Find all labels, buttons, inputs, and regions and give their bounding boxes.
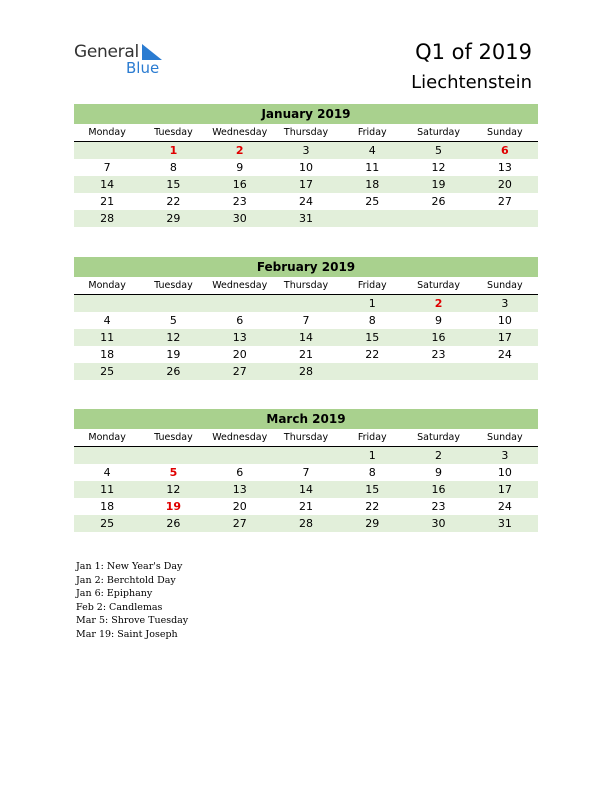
day-cell (207, 295, 273, 312)
page-subtitle: Liechtenstein (411, 72, 532, 93)
day-cell: 11 (100, 483, 115, 496)
day-cell: 10 (497, 314, 512, 327)
day-cell: 18 (100, 348, 115, 361)
weekday-label: Thursday (283, 280, 329, 291)
day-cell: 12 (166, 483, 181, 496)
weekday-label: Wednesday (212, 432, 268, 443)
weekday-label: Tuesday (154, 432, 193, 443)
day-cell: 9 (435, 466, 443, 479)
day-cell: 14 (298, 483, 313, 496)
holiday-item: Mar 19: Saint Joseph (76, 628, 178, 640)
month-title: February 2019 (74, 257, 538, 277)
day-cell: 28 (298, 365, 313, 378)
weekday-label: Friday (357, 432, 387, 443)
day-cell: 23 (431, 500, 446, 513)
day-cell: 28 (100, 212, 115, 225)
day-cell: 1 (368, 449, 376, 462)
day-cell (273, 295, 339, 312)
holiday-day-cell: 6 (501, 144, 509, 157)
weekday-label: Saturday (417, 432, 460, 443)
day-cell: 17 (497, 483, 512, 496)
day-cell: 20 (497, 178, 512, 191)
day-cell: 14 (298, 331, 313, 344)
day-cell: 11 (100, 331, 115, 344)
week-row (74, 142, 538, 159)
day-cell (74, 295, 140, 312)
day-cell (472, 210, 538, 227)
week-row (74, 464, 538, 481)
day-cell: 6 (236, 314, 244, 327)
day-cell: 16 (232, 178, 247, 191)
day-cell: 2 (435, 449, 443, 462)
day-cell: 9 (236, 161, 244, 174)
day-cell: 18 (365, 178, 380, 191)
day-cell (140, 295, 206, 312)
week-row (74, 210, 538, 227)
week-row (74, 295, 538, 312)
day-cell: 29 (365, 517, 380, 530)
day-cell: 21 (100, 195, 115, 208)
day-cell: 22 (166, 195, 181, 208)
day-cell: 10 (298, 161, 313, 174)
day-cell: 14 (100, 178, 115, 191)
day-cell: 22 (365, 500, 380, 513)
weekday-label: Monday (88, 432, 126, 443)
day-cell (140, 447, 206, 464)
holiday-item: Mar 5: Shrove Tuesday (76, 615, 189, 626)
holiday-item: Jan 2: Berchtold Day (76, 574, 176, 586)
day-cell: 21 (298, 348, 313, 361)
day-cell: 16 (431, 483, 446, 496)
day-cell (74, 447, 140, 464)
logo (74, 42, 184, 82)
day-cell: 8 (368, 466, 376, 479)
day-cell: 5 (169, 314, 177, 327)
day-cell: 25 (100, 517, 115, 530)
holiday-item: Jan 1: New Year's Day (76, 561, 183, 572)
week-row (74, 329, 538, 346)
holiday-day-cell: 1 (169, 144, 178, 157)
day-cell: 15 (166, 178, 181, 191)
week-row (74, 363, 538, 380)
week-row (74, 159, 538, 176)
holiday-item: Feb 2: Candlemas (76, 601, 163, 613)
day-cell: 13 (232, 483, 247, 496)
day-cell: 18 (100, 500, 115, 513)
weekday-header-row (74, 277, 538, 295)
day-cell (405, 363, 471, 380)
holiday-item: Jan 6: Epiphany (76, 588, 153, 599)
holiday-day-cell: 2 (434, 297, 443, 310)
month-calendar (74, 409, 538, 532)
weekday-label: Wednesday (212, 280, 268, 291)
page-title: Q1 of 2019 (415, 40, 532, 64)
day-cell (207, 447, 273, 464)
day-cell: 29 (166, 212, 181, 225)
weekday-header-row (74, 429, 538, 447)
day-cell: 6 (236, 466, 244, 479)
holiday-day-cell: 5 (169, 466, 178, 479)
day-cell: 12 (166, 331, 181, 344)
day-cell: 19 (166, 348, 181, 361)
day-cell: 26 (166, 365, 181, 378)
day-cell: 27 (232, 365, 247, 378)
week-row (74, 312, 538, 329)
day-cell (405, 210, 471, 227)
day-cell (339, 363, 405, 380)
weekday-label: Tuesday (154, 280, 193, 291)
day-cell (339, 210, 405, 227)
weekday-label: Sunday (487, 127, 523, 138)
day-cell: 31 (497, 517, 512, 530)
day-cell: 17 (298, 178, 313, 191)
week-row (74, 193, 538, 210)
day-cell: 23 (431, 348, 446, 361)
logo-triangle-icon (142, 44, 162, 60)
day-cell: 20 (232, 348, 247, 361)
week-row (74, 498, 538, 515)
week-row (74, 346, 538, 363)
weekday-label: Tuesday (154, 127, 193, 138)
holiday-day-cell: 19 (165, 500, 182, 513)
weekday-label: Thursday (283, 432, 329, 443)
weekday-label: Thursday (283, 127, 329, 138)
holiday-day-cell: 2 (235, 144, 244, 157)
day-cell: 24 (497, 500, 512, 513)
day-cell: 13 (497, 161, 512, 174)
logo-blue-text: Blue (126, 59, 160, 77)
day-cell: 27 (497, 195, 512, 208)
day-cell: 10 (497, 466, 512, 479)
week-row (74, 447, 538, 464)
month-title: January 2019 (74, 104, 538, 124)
day-cell: 13 (232, 331, 247, 344)
day-cell (273, 447, 339, 464)
weekday-label: Saturday (417, 127, 460, 138)
day-cell: 1 (368, 297, 376, 310)
day-cell: 30 (431, 517, 446, 530)
day-cell: 9 (435, 314, 443, 327)
weekday-label: Friday (357, 127, 387, 138)
day-cell: 7 (302, 314, 310, 327)
month-calendar (74, 257, 538, 380)
week-row (74, 515, 538, 532)
weekday-label: Wednesday (212, 127, 268, 138)
day-cell (472, 363, 538, 380)
month-title: March 2019 (74, 409, 538, 429)
day-cell: 27 (232, 517, 247, 530)
day-cell: 5 (435, 144, 443, 157)
day-cell: 12 (431, 161, 446, 174)
day-cell: 30 (232, 212, 247, 225)
day-cell: 26 (431, 195, 446, 208)
weekday-label: Friday (357, 280, 387, 291)
day-cell: 23 (232, 195, 247, 208)
day-cell: 21 (298, 500, 313, 513)
weekday-label: Monday (88, 127, 126, 138)
day-cell: 26 (166, 517, 181, 530)
weekday-label: Sunday (487, 432, 523, 443)
day-cell: 8 (368, 314, 376, 327)
day-cell: 7 (302, 466, 310, 479)
day-cell: 16 (431, 331, 446, 344)
day-cell: 24 (298, 195, 313, 208)
day-cell: 4 (103, 314, 111, 327)
day-cell: 15 (365, 483, 380, 496)
week-row (74, 481, 538, 498)
day-cell: 3 (501, 449, 509, 462)
weekday-label: Saturday (417, 280, 460, 291)
day-cell: 11 (365, 161, 380, 174)
logo-general-text: General (74, 42, 139, 62)
day-cell: 25 (100, 365, 115, 378)
day-cell: 15 (365, 331, 380, 344)
day-cell: 20 (232, 500, 247, 513)
day-cell: 3 (302, 144, 310, 157)
weekday-header-row (74, 124, 538, 142)
day-cell: 31 (298, 212, 313, 225)
day-cell: 17 (497, 331, 512, 344)
day-cell: 8 (169, 161, 177, 174)
day-cell (74, 142, 140, 159)
day-cell: 19 (431, 178, 446, 191)
day-cell: 4 (368, 144, 376, 157)
day-cell: 25 (365, 195, 380, 208)
day-cell: 24 (497, 348, 512, 361)
day-cell: 28 (298, 517, 313, 530)
day-cell: 3 (501, 297, 509, 310)
weekday-label: Sunday (487, 280, 523, 291)
day-cell: 7 (103, 161, 111, 174)
day-cell: 22 (365, 348, 380, 361)
weekday-label: Monday (88, 280, 126, 291)
month-calendar (74, 104, 538, 227)
day-cell: 4 (103, 466, 111, 479)
holiday-list (76, 560, 188, 641)
week-row (74, 176, 538, 193)
